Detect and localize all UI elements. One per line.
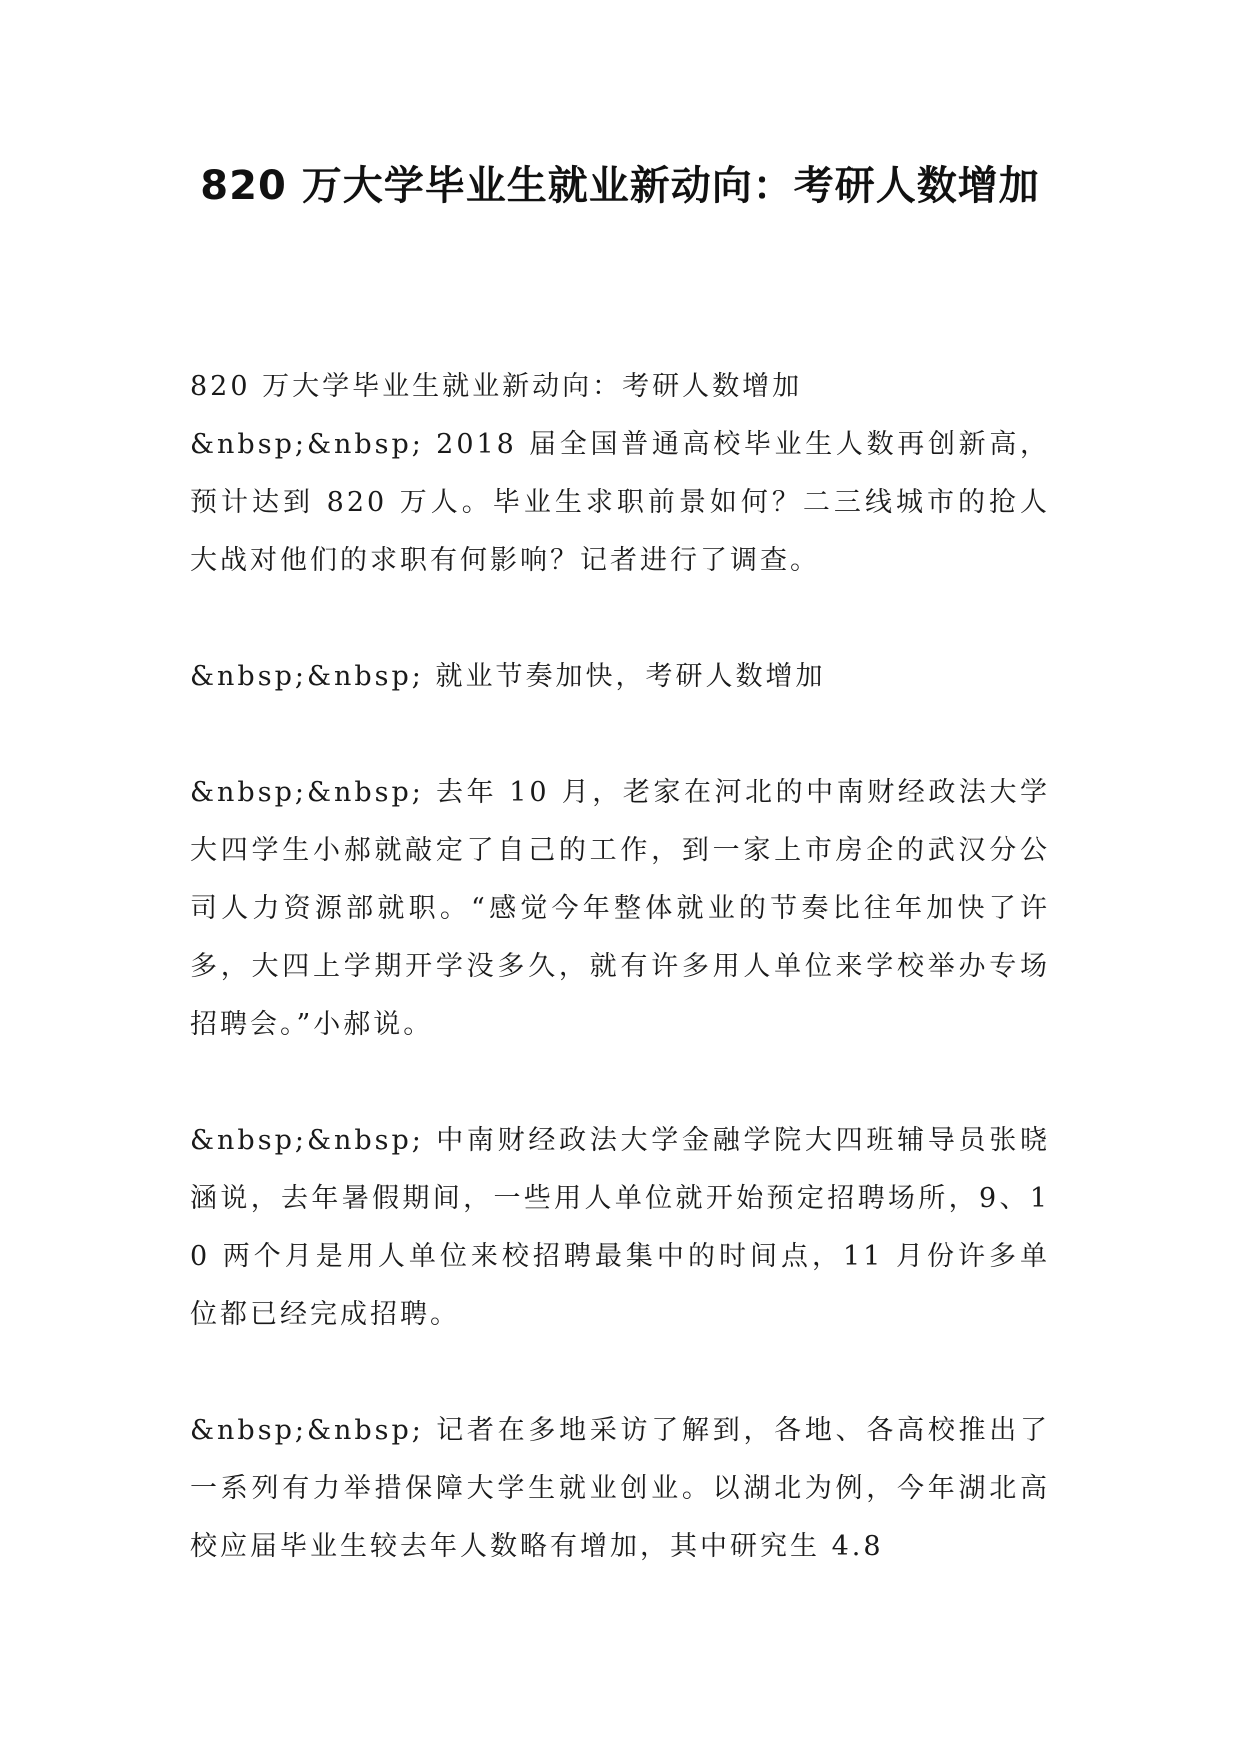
paragraph-counselor: &nbsp;&nbsp; 中南财经政法大学金融学院大四班辅导员张晓涵说，去年暑假期间，一些用人单位就开始预定招聘场所，9、10 两个月是用人单位来校招聘最集中的时间点，11 月份许多单位都已经完成招聘。: [190, 1125, 1050, 1330]
document-title: 820 万大学毕业生就业新动向：考研人数增加: [200, 163, 1040, 209]
paragraph-subtitle: 820 万大学毕业生就业新动向：考研人数增加: [190, 371, 803, 402]
paragraph-xiaohao: &nbsp;&nbsp; 去年 10 月，老家在河北的中南财经政法大学大四学生小郝就敲定了自己的工作，到一家上市房企的武汉分公司人力资源部就职。“感觉今年整体就业的节奏比往年加快了许多，大四上学期开学没多久，就有许多用人单位来学校举办专场招聘会。”小郝说。: [190, 777, 1050, 1040]
document-body: [190, 358, 1050, 1634]
paragraph-intro: &nbsp;&nbsp; 2018 届全国普通高校毕业生人数再创新高，预计达到 820 万人。毕业生求职前景如何？二三线城市的抢人大战对他们的求职有何影响？记者进行了调查。: [190, 429, 1050, 576]
paragraph-section-heading: &nbsp;&nbsp; 就业节奏加快，考研人数增加: [190, 661, 826, 692]
paragraph-measures: &nbsp;&nbsp; 记者在多地采访了解到，各地、各高校推出了一系列有力举措保障大学生就业创业。以湖北为例，今年湖北高校应届毕业生较去年人数略有增加，其中研究生 4.8: [190, 1415, 1050, 1562]
